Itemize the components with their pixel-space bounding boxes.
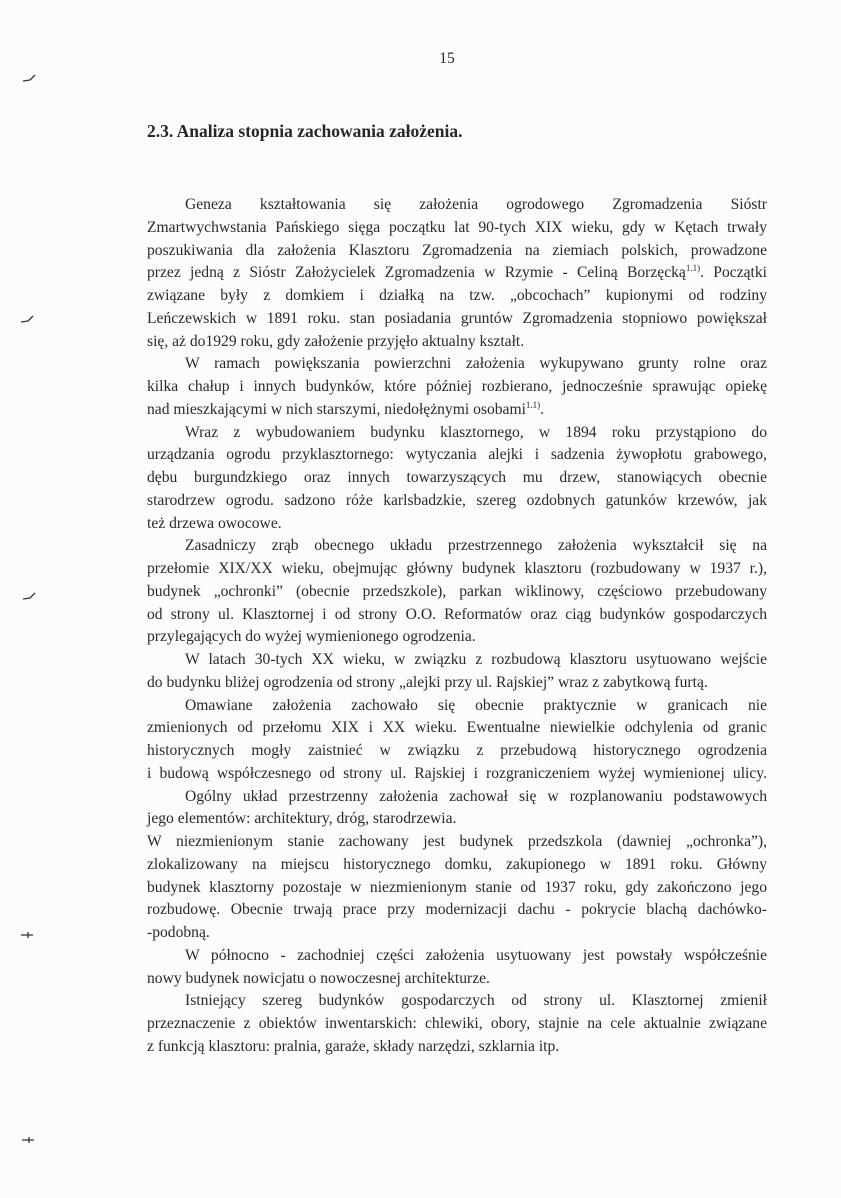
text-line	[147, 740, 767, 763]
text-line	[147, 808, 767, 831]
text-line-content: urządzania ogrodu przyklasztornego: wytyczania alejki i sadzenia żywopłotu grabowego,	[147, 446, 767, 464]
text-line-content: Omawiane założenia zachowało się obecnie praktycznie w granicach nie	[185, 696, 767, 714]
text-line-content: nad mieszkającymi w nich starszymi, niedołężnymi osobami	[147, 400, 526, 418]
text-line-content: jego elementów: architektury, dróg, starodrzewia.	[147, 810, 457, 828]
tick-mark-icon	[20, 315, 36, 325]
text-line	[147, 399, 767, 422]
body-text	[147, 194, 767, 1059]
text-line	[147, 672, 767, 695]
text-line-content: Wraz z wybudowaniem budynku klasztornego, w 1894 roku przystąpiono do	[185, 423, 767, 441]
text-line-content: przez jedną z Sióstr Założycielek Zgromadzenia w Rzymie - Celiną Borzęcką	[147, 264, 686, 282]
text-line	[147, 854, 767, 877]
text-line	[147, 877, 767, 900]
text-line	[147, 467, 767, 490]
text-line-content: przylegających do wyżej wymienionego ogrodzenia.	[147, 628, 476, 646]
text-line	[147, 649, 767, 672]
text-line-continuation: . Początki	[700, 264, 767, 282]
text-line	[147, 581, 767, 604]
text-line-content: zlokalizowany na miejscu historycznego domku, zakupionego w 1891 roku. Główny	[147, 855, 767, 873]
text-line-content: się, aż do1929 roku, gdy założenie przyjęło aktualny kształt.	[147, 332, 525, 350]
page-number: 15	[439, 50, 455, 67]
text-line	[147, 513, 767, 536]
text-line	[147, 194, 767, 217]
text-line-content: starodrzew ogrodu. sadzono róże karlsbadzkie, szereg ozdobnych gatunków krzewów, jak	[147, 491, 767, 509]
section-heading: 2.3. Analiza stopnia zachowania założenia.	[147, 121, 463, 141]
text-line-content: przeznaczenie z obiektów inwentarskich: chlewiki, obory, stajnie na cele aktualnie związane	[147, 1015, 767, 1032]
text-line	[147, 308, 767, 331]
text-line-content: kilka chałup i innych budynków, które później rozbierano, jednocześnie sprawując opiekę	[147, 378, 767, 395]
text-line-content: W północno - zachodniej części założenia usytuowany jest powstały współcześnie	[185, 946, 767, 964]
text-line-content: budynek klasztorny pozostaje w niezmienionym stanie od 1937 roku, gdy zakończono jego	[147, 878, 767, 896]
text-line	[147, 763, 767, 786]
text-line	[147, 444, 767, 467]
text-line	[147, 376, 767, 399]
tick-mark-icon	[22, 74, 38, 84]
footnote-reference: 1.1)	[685, 263, 701, 274]
text-line-content: poszukiwania dla założenia Klasztoru Zgromadzenia na ziemiach polskich, prowadzone	[147, 241, 767, 259]
footnote-reference: 1.1)	[525, 399, 541, 410]
text-line-content: związane były z domkiem i działką na tzw. „obcochach” kupionymi od rodziny	[147, 287, 767, 304]
text-line	[147, 604, 767, 627]
text-line	[147, 717, 767, 740]
text-line	[147, 990, 767, 1013]
text-line	[147, 945, 767, 968]
text-line	[147, 695, 767, 718]
text-line	[147, 285, 767, 308]
text-line-content: W latach 30-tych XX wieku, w związku z rozbudową klasztoru usytuowano wejście	[185, 651, 767, 668]
text-line-content: W niezmienionym stanie zachowany jest budynek przedszkola (dawniej „ochronka”),	[147, 833, 767, 850]
text-line	[147, 626, 767, 649]
text-line	[147, 558, 767, 581]
text-line-content: Zmartwychwstania Pańskiego sięga początku lat 90-tych XIX wieku, gdy w Kętach trwały	[147, 218, 767, 236]
text-line-content: nowy budynek nowicjatu o nowoczesnej architekturze.	[147, 969, 490, 987]
text-line	[147, 331, 767, 354]
text-line-content: Zasadniczy zrąb obecnego układu przestrzennego założenia wykształcił się na	[185, 537, 767, 555]
text-line	[147, 240, 767, 263]
text-line	[147, 968, 767, 991]
text-line-content: budynek „ochronki” (obecnie przedszkole), parkan wiklinowy, częściowo przebudowany	[147, 582, 767, 600]
text-line-content: zmienionych od przełomu XIX i XX wieku. Ewentualne niewielkie odchylenia od granic	[147, 719, 767, 737]
text-line-content: historycznych mogły zaistnieć w związku z przebudową historycznego ogrodzenia	[147, 742, 767, 759]
text-line-content: i budową współczesnego od strony ul. Rajskiej i rozgraniczeniem wyżej wymienionej ulicy.	[147, 764, 767, 782]
text-line	[147, 922, 767, 945]
text-line	[147, 1013, 767, 1036]
text-line	[147, 535, 767, 558]
text-line	[147, 831, 767, 854]
cross-mark-icon	[20, 1135, 36, 1145]
text-line-content: rozbudowę. Obecnie trwają prace przy modernizacji dachu - pokrycie blachą dachówko-	[147, 901, 767, 919]
text-line-continuation: .	[540, 400, 545, 418]
text-line-content: Ogólny układ przestrzenny założenia zachował się w rozplanowaniu podstawowych	[185, 787, 767, 805]
cross-mark-icon	[19, 930, 35, 940]
text-line-content: też drzewa owocowe.	[147, 514, 282, 532]
text-line	[147, 353, 767, 376]
text-line-content: od strony ul. Klasztornej i od strony O.O. Reformatów oraz ciąg budynków gospodarczych	[147, 605, 767, 623]
text-line-content: -podobną.	[147, 924, 210, 941]
text-line-content: z funkcją klasztoru: pralnia, garaże, składy narzędzi, szklarnia itp.	[147, 1037, 560, 1055]
tick-mark-icon	[22, 592, 38, 602]
text-line-content: W ramach powiększania powierzchni założenia wykupywano grunty rolne oraz	[185, 355, 767, 373]
text-line-content: do budynku bliżej ogrodzenia od strony „alejki przy ul. Rajskiej” wraz z zabytkową furtą.	[147, 673, 708, 691]
text-line	[147, 422, 767, 445]
text-line-content: przełomie XIX/XX wieku, obejmując główny budynek klasztoru (rozbudowany w 1937 r.),	[147, 560, 767, 577]
text-line	[147, 786, 767, 809]
text-line	[147, 262, 767, 285]
text-line	[147, 899, 767, 922]
text-line	[147, 1036, 767, 1059]
text-line-content: Leńczewskich w 1891 roku. stan posiadania gruntów Zgromadzenia stopniowo powiększał	[147, 309, 767, 327]
text-line-content: Geneza kształtowania się założenia ogrodowego Zgromadzenia Sióstr	[185, 196, 767, 213]
text-line-content: Istniejący szereg budynków gospodarczych od strony ul. Klasztornej zmienił	[185, 992, 767, 1010]
text-line	[147, 490, 767, 513]
text-line	[147, 217, 767, 240]
text-line-content: dębu burgundzkiego oraz innych towarzyszących mu drzew, stanowiących obecnie	[147, 469, 767, 486]
